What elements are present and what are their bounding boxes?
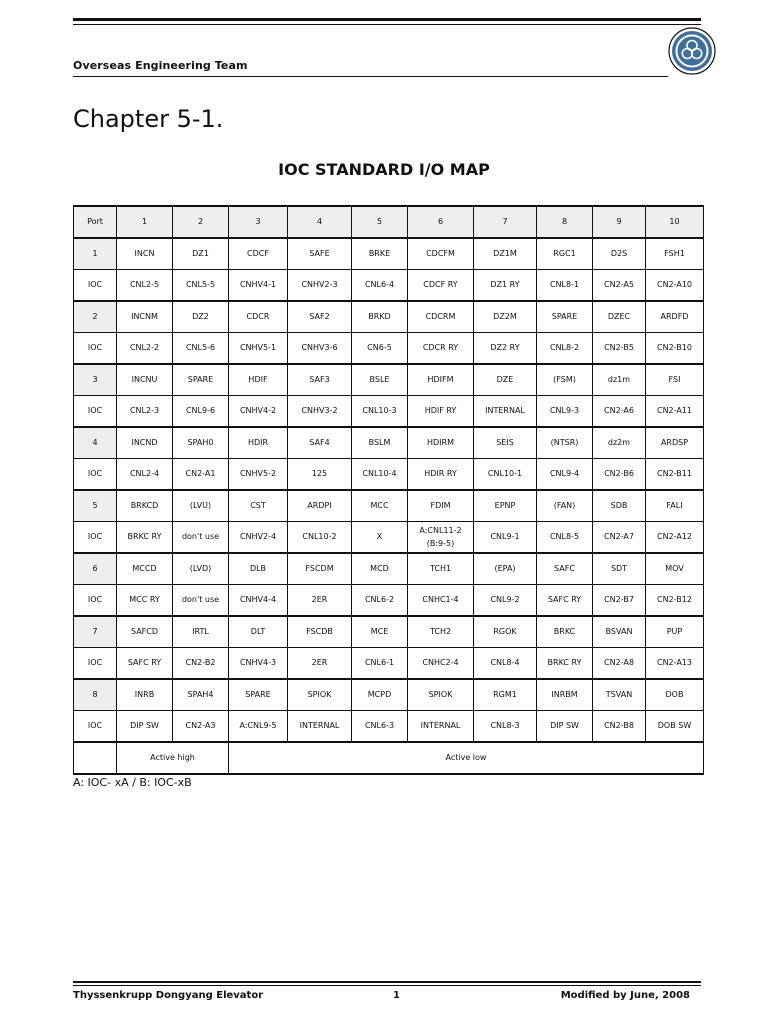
footer-modified: Modified by June, 2008 <box>560 990 690 1001</box>
table-cell: SAFC RY <box>537 585 593 617</box>
ioc-row <box>74 585 704 617</box>
table-cell: CNL10-2 <box>288 522 352 554</box>
footer-rule-thick <box>73 981 701 983</box>
table-cell: DZE <box>474 364 537 396</box>
table-cell: CN2-B10 <box>646 333 704 365</box>
table-cell: BSVAN <box>593 616 646 648</box>
table-cell: (EPA) <box>474 553 537 585</box>
map-title: IOC STANDARD I/O MAP <box>278 160 490 179</box>
chapter-title: Chapter 5-1. <box>73 105 224 133</box>
table-cell: FSCDM <box>288 553 352 585</box>
column-header-1: 1 <box>117 206 173 238</box>
table-cell: DOB <box>646 679 704 711</box>
table-cell: SAFCD <box>117 616 173 648</box>
table-cell: DLB <box>229 553 288 585</box>
ioc-label-cell: IOC <box>74 648 117 680</box>
table-cell: PUP <box>646 616 704 648</box>
table-cell: ARDPI <box>288 490 352 522</box>
table-cell: CN2-A1 <box>173 459 229 491</box>
table-cell: CNL5-5 <box>173 270 229 302</box>
table-cell: MCPD <box>352 679 408 711</box>
ioc-row <box>74 522 704 554</box>
column-header-9: 9 <box>593 206 646 238</box>
port-row-5 <box>74 490 704 522</box>
table-cell: CNL9-3 <box>537 396 593 428</box>
table-cell: CNL2-5 <box>117 270 173 302</box>
table-cell: CDCF RY <box>408 270 474 302</box>
ioc-label-cell: IOC <box>74 522 117 554</box>
table-cell: CST <box>229 490 288 522</box>
table-cell: IRTL <box>173 616 229 648</box>
table-cell: MCC RY <box>117 585 173 617</box>
table-cell: INCND <box>117 427 173 459</box>
table-cell: CNL10-4 <box>352 459 408 491</box>
table-cell: CNHV2-3 <box>288 270 352 302</box>
table-cell: CN2-A8 <box>593 648 646 680</box>
table-cell: CN2-A3 <box>173 711 229 743</box>
port-row-3 <box>74 364 704 396</box>
table-cell: RGC1 <box>537 238 593 270</box>
table-cell: INTERNAL <box>474 396 537 428</box>
table-cell: CNL6-3 <box>352 711 408 743</box>
table-cell: (NTSR) <box>537 427 593 459</box>
table-cell: MCC <box>352 490 408 522</box>
table-cell: CNL2-4 <box>117 459 173 491</box>
column-header-3: 3 <box>229 206 288 238</box>
table-cell: BRKC RY <box>117 522 173 554</box>
table-cell: MCCD <box>117 553 173 585</box>
table-cell: SAF3 <box>288 364 352 396</box>
table-cell: dz2m <box>593 427 646 459</box>
table-header-row <box>74 206 704 238</box>
table-cell: CN2-A7 <box>593 522 646 554</box>
port-row-4 <box>74 427 704 459</box>
table-cell: CDCR RY <box>408 333 474 365</box>
footer-page-number: 1 <box>393 990 400 1001</box>
port-row-6 <box>74 553 704 585</box>
table-cell: MOV <box>646 553 704 585</box>
table-cell: CN2-A10 <box>646 270 704 302</box>
table-cell: CN2-B8 <box>593 711 646 743</box>
table-cell: BSLE <box>352 364 408 396</box>
table-cell: 125 <box>288 459 352 491</box>
ioc-label-cell: IOC <box>74 585 117 617</box>
table-cell: CNL8-3 <box>474 711 537 743</box>
table-cell: SAFC RY <box>117 648 173 680</box>
table-cell: SPARE <box>229 679 288 711</box>
table-cell: DZ1 RY <box>474 270 537 302</box>
footer-rule-thin <box>73 985 701 986</box>
table-cell: INRB <box>117 679 173 711</box>
table-cell: A:CNL9-5 <box>229 711 288 743</box>
table-cell: CNL8-1 <box>537 270 593 302</box>
table-cell: BRKC RY <box>537 648 593 680</box>
port-row-8 <box>74 679 704 711</box>
table-cell: CDCR <box>229 301 288 333</box>
column-header-7: 7 <box>474 206 537 238</box>
thyssenkrupp-rings-logo-icon <box>667 26 717 76</box>
table-cell: CNHV3-6 <box>288 333 352 365</box>
ioc-row <box>74 459 704 491</box>
ioc-row <box>74 270 704 302</box>
table-cell: CN2-B6 <box>593 459 646 491</box>
table-cell: SPIOK <box>288 679 352 711</box>
column-header-8: 8 <box>537 206 593 238</box>
table-cell: CNL2-3 <box>117 396 173 428</box>
header-rule-thick <box>73 18 701 21</box>
ioc-label-cell: IOC <box>74 459 117 491</box>
table-cell: CNHC1-4 <box>408 585 474 617</box>
column-header-4: 4 <box>288 206 352 238</box>
table-cell: INCNU <box>117 364 173 396</box>
table-cell: SEIS <box>474 427 537 459</box>
table-cell: (LVU) <box>173 490 229 522</box>
table-cell: TCH2 <box>408 616 474 648</box>
table-cell: CNL8-5 <box>537 522 593 554</box>
table-cell: CNL8-2 <box>537 333 593 365</box>
table-cell: CNHV4-2 <box>229 396 288 428</box>
table-cell: CNL6-4 <box>352 270 408 302</box>
table-cell: FSH1 <box>646 238 704 270</box>
table-cell: CDCRM <box>408 301 474 333</box>
ioc-label-cell: IOC <box>74 270 117 302</box>
table-cell: 2ER <box>288 648 352 680</box>
table-cell: BRKC <box>537 616 593 648</box>
table-cell: CN6-5 <box>352 333 408 365</box>
footer-company: Thyssenkrupp Dongyang Elevator <box>73 990 264 1001</box>
team-name: Overseas Engineering Team <box>73 59 248 72</box>
table-cell: CNL10-1 <box>474 459 537 491</box>
port-row-1 <box>74 238 704 270</box>
table-cell: SPARE <box>173 364 229 396</box>
table-cell: HDIRM <box>408 427 474 459</box>
table-cell: CNL8-4 <box>474 648 537 680</box>
ioc-label-cell: IOC <box>74 396 117 428</box>
column-header-2: 2 <box>173 206 229 238</box>
table-cell: CNL9-4 <box>537 459 593 491</box>
table-cell: dz1m <box>593 364 646 396</box>
io-map-table <box>73 205 704 775</box>
table-cell: SPAH0 <box>173 427 229 459</box>
table-cell: DZEC <box>593 301 646 333</box>
table-cell: HDIR RY <box>408 459 474 491</box>
table-cell: CN2-B5 <box>593 333 646 365</box>
header-rule-bottom <box>73 76 668 77</box>
ioc-row <box>74 333 704 365</box>
table-cell: INRBM <box>537 679 593 711</box>
table-cell: 2ER <box>288 585 352 617</box>
column-header-6: 6 <box>408 206 474 238</box>
table-cell: SPAH4 <box>173 679 229 711</box>
table-cell: DIP SW <box>537 711 593 743</box>
active-low-label: Active low <box>229 742 704 774</box>
table-cell: don't use <box>173 585 229 617</box>
table-cell: HDIF <box>229 364 288 396</box>
table-cell: SAFE <box>288 238 352 270</box>
table-cell: HDIFM <box>408 364 474 396</box>
table-cell: (FSM) <box>537 364 593 396</box>
table-cell: INTERNAL <box>408 711 474 743</box>
table-cell: SDB <box>593 490 646 522</box>
table-cell: CN2-A5 <box>593 270 646 302</box>
table-cell: CNL9-6 <box>173 396 229 428</box>
table-cell: MCD <box>352 553 408 585</box>
ioc-row <box>74 648 704 680</box>
table-cell: (FAN) <box>537 490 593 522</box>
port-row-7 <box>74 616 704 648</box>
column-header-10: 10 <box>646 206 704 238</box>
table-cell: X <box>352 522 408 554</box>
table-cell: CNL5-6 <box>173 333 229 365</box>
table-cell: DZ1 <box>173 238 229 270</box>
table-cell: DZ2M <box>474 301 537 333</box>
table-cell: CN2-B2 <box>173 648 229 680</box>
table-cell: FALI <box>646 490 704 522</box>
port-number-cell: 5 <box>74 490 117 522</box>
table-cell: BSLM <box>352 427 408 459</box>
table-cell: TSVAN <box>593 679 646 711</box>
table-cell: ARDSP <box>646 427 704 459</box>
table-cell: CNL9-2 <box>474 585 537 617</box>
table-cell: D2S <box>593 238 646 270</box>
port-number-cell: 7 <box>74 616 117 648</box>
table-cell: INTERNAL <box>288 711 352 743</box>
table-cell: FSI <box>646 364 704 396</box>
ioc-row <box>74 396 704 428</box>
port-number-cell: 4 <box>74 427 117 459</box>
table-cell: CNHC2-4 <box>408 648 474 680</box>
port-number-cell: 3 <box>74 364 117 396</box>
ioc-row <box>74 711 704 743</box>
table-cell: HDIR <box>229 427 288 459</box>
table-cell: SAFC <box>537 553 593 585</box>
note-ioc-mapping: A: IOC- xA / B: IOC-xB <box>73 776 192 789</box>
table-cell: CNL6-2 <box>352 585 408 617</box>
table-cell: BRKCD <box>117 490 173 522</box>
table-cell: CNL10-3 <box>352 396 408 428</box>
table-cell: CNL9-1 <box>474 522 537 554</box>
table-cell: (LVD) <box>173 553 229 585</box>
table-cell: BRKE <box>352 238 408 270</box>
table-cell: BRKD <box>352 301 408 333</box>
port-number-cell: 8 <box>74 679 117 711</box>
table-cell: don't use <box>173 522 229 554</box>
table-cell: CN2-A6 <box>593 396 646 428</box>
column-header-port: Port <box>74 206 117 238</box>
table-cell: RGOK <box>474 616 537 648</box>
table-cell: FSCDB <box>288 616 352 648</box>
active-level-row <box>74 742 704 774</box>
header-rule-thin <box>73 24 701 25</box>
table-cell: CNL6-1 <box>352 648 408 680</box>
table-cell: SAF4 <box>288 427 352 459</box>
table-cell: CNHV4-4 <box>229 585 288 617</box>
table-cell: SDT <box>593 553 646 585</box>
blank-cell <box>74 742 117 774</box>
table-cell: TCH1 <box>408 553 474 585</box>
table-cell: CNHV5-1 <box>229 333 288 365</box>
table-cell: CNHV5-2 <box>229 459 288 491</box>
table-cell: SPARE <box>537 301 593 333</box>
table-cell: HDIF RY <box>408 396 474 428</box>
table-cell: DLT <box>229 616 288 648</box>
table-cell: DZ2 RY <box>474 333 537 365</box>
table-cell: CDCFM <box>408 238 474 270</box>
table-cell: CN2-B7 <box>593 585 646 617</box>
table-cell: RGM1 <box>474 679 537 711</box>
table-cell: CN2-B12 <box>646 585 704 617</box>
table-cell: CNHV2-4 <box>229 522 288 554</box>
port-number-cell: 6 <box>74 553 117 585</box>
table-cell: CN2-A12 <box>646 522 704 554</box>
table-cell: CNL2-2 <box>117 333 173 365</box>
table-cell: INCNM <box>117 301 173 333</box>
table-cell: CN2-A13 <box>646 648 704 680</box>
table-cell: SAF2 <box>288 301 352 333</box>
table-cell: ARDFD <box>646 301 704 333</box>
column-header-5: 5 <box>352 206 408 238</box>
table-cell: CNHV4-1 <box>229 270 288 302</box>
table-cell: DZ1M <box>474 238 537 270</box>
table-cell: CNHV3-2 <box>288 396 352 428</box>
port-row-2 <box>74 301 704 333</box>
table-cell: DIP SW <box>117 711 173 743</box>
ioc-label-cell: IOC <box>74 333 117 365</box>
ioc-label-cell: IOC <box>74 711 117 743</box>
table-cell: DOB SW <box>646 711 704 743</box>
table-cell: CN2-A11 <box>646 396 704 428</box>
active-high-label: Active high <box>117 742 229 774</box>
table-cell: INCN <box>117 238 173 270</box>
port-number-cell: 2 <box>74 301 117 333</box>
table-cell: CNHV4-3 <box>229 648 288 680</box>
table-cell: MCE <box>352 616 408 648</box>
port-number-cell: 1 <box>74 238 117 270</box>
table-cell: SPIOK <box>408 679 474 711</box>
table-cell: A:CNL11-2 (B:9-5) <box>408 522 474 554</box>
table-cell: DZ2 <box>173 301 229 333</box>
table-cell: EPNP <box>474 490 537 522</box>
table-cell: CN2-B11 <box>646 459 704 491</box>
table-cell: CDCF <box>229 238 288 270</box>
table-cell: FDIM <box>408 490 474 522</box>
